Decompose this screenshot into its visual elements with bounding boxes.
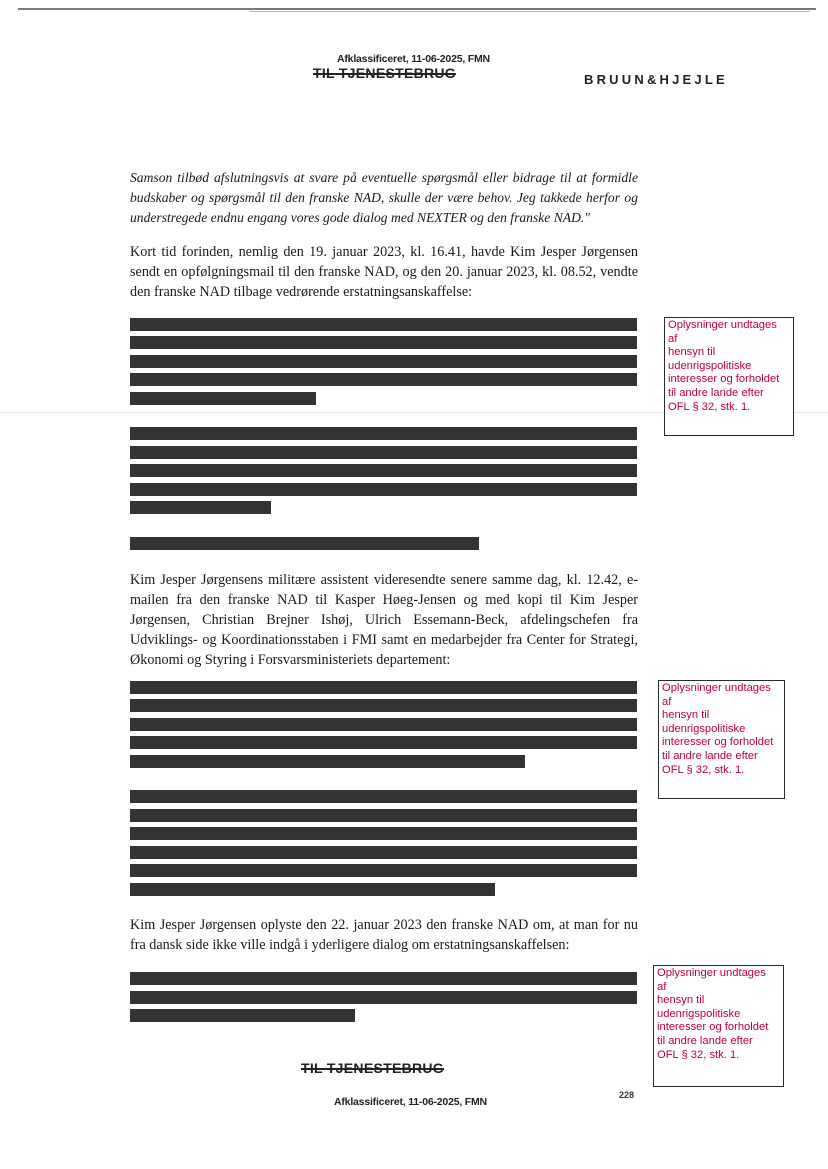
body-paragraph-3: Kim Jesper Jørgensen oplyste den 22. januar 2023 den franske NAD om, at man for nu fra dansk side ikke ville indgå i yderligere dialog om erstatningsanskaffelsen: [130,917,638,953]
redaction-bar [130,392,316,405]
redaction-bar [130,790,637,803]
body-paragraph-2: Kim Jesper Jørgensens militære assistent videresendte senere samme dag, kl. 12.42, e-mailen fra den franske NAD til Kasper Høeg-Jensen og med kopi til Kim Jesper Jørgensen, Christian Brejner Ishøj, Ulrich Essemann-Beck, afdelingschefen fra Udviklings- og Koordinationsstaben i FMI samt en medarbejder fra Center for Strategi, Økonomi og Styring i Forsvarsministeriets departement: [130,572,638,668]
redaction-bar [130,846,637,859]
redaction-bar [130,483,637,496]
page-number: 228 [619,1090,635,1100]
redaction-bar [130,718,637,731]
redaction-bar [130,809,637,822]
scan-top-edge [18,8,816,10]
quote-paragraph: Samson tilbød afslutningsvis at svare på eventuelle spørgsmål eller bidrage til at formidle budskaber og spørgsmål til den franske NAD, skulle der være behov. Jeg takkede herfor og understregede endnu engang vores gode dialog med NEXTER og den franske NAD." [130,170,638,225]
redaction-bar [130,1009,355,1022]
redaction-bar [130,864,637,877]
redaction-bar [130,336,637,349]
redaction-bar [130,355,637,368]
redaction-bar [130,755,525,768]
body-paragraph-1: Kort tid forinden, nemlig den 19. januar 2023, kl. 16.41, havde Kim Jesper Jørgensen sendt en opfølgningsmail til den franske NAD, og den 20. januar 2023, kl. 08.52, vendte den franske NAD tilbage vedrørende erstatningsanskaffelse: [130,244,638,300]
law-firm-logo: BRUUN&HJEJLE [584,72,728,87]
redaction-bar [130,681,637,694]
redaction-bar [130,464,637,477]
redaction-bar [130,883,495,896]
classification-footer: TIL TJENESTEBRUG [301,1060,445,1076]
redaction-bar [130,427,637,440]
redaction-note-3: Oplysninger undtages af hensyn til udenrigspolitiske interesser og forholdet til andre lande efter OFL § 32, stk. 1. [653,965,784,1087]
redaction-bar [130,736,637,749]
declassification-stamp-bottom: Afklassificeret, 11-06-2025, FMN [334,1096,487,1108]
redaction-note-1: Oplysninger undtages af hensyn til udenrigspolitiske interesser og forholdet til andre lande efter OFL § 32, stk. 1. [664,317,794,436]
declassification-stamp-top: Afklassificeret, 11-06-2025, FMN [337,53,490,65]
redaction-bar [130,699,637,712]
scan-top-edge-shadow [250,11,810,12]
redaction-bar [130,373,637,386]
redaction-bar [130,972,637,985]
redaction-bar [130,318,637,331]
redaction-bar [130,991,637,1004]
redaction-bar [130,446,637,459]
redaction-bar [130,827,637,840]
redaction-bar [130,501,271,514]
classification-header: TIL TJENESTEBRUG [313,65,457,81]
redaction-note-2: Oplysninger undtages af hensyn til udenrigspolitiske interesser og forholdet til andre lande efter OFL § 32, stk. 1. [658,680,785,799]
redaction-bar [130,537,479,550]
